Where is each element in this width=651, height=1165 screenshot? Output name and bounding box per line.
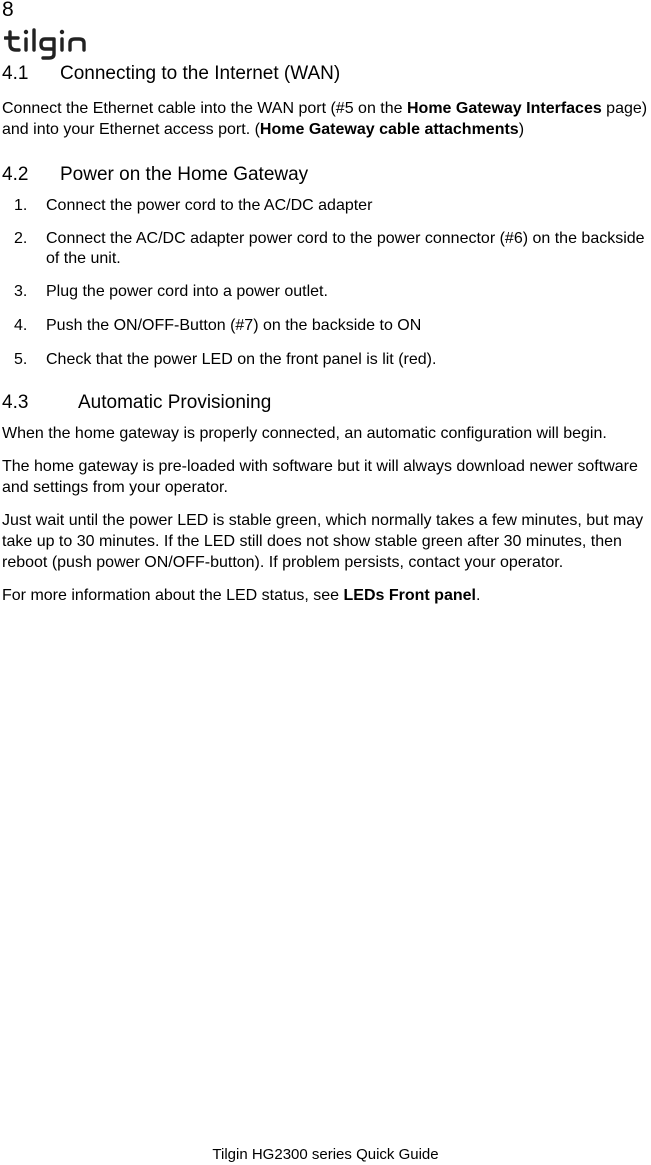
list-text: Connect the power cord to the AC/DC adapter xyxy=(46,197,373,214)
section-4-2-heading xyxy=(2,162,650,188)
list-item xyxy=(2,350,650,370)
tilgin-logo xyxy=(4,27,110,61)
list-item xyxy=(2,282,650,302)
section-number: 4.1 xyxy=(2,63,29,84)
list-text: Connect the AC/DC adapter power cord to the power connector (#6) on the backside of the unit. xyxy=(46,230,645,267)
list-item xyxy=(2,229,650,269)
section-4-3-paragraph-4 xyxy=(2,585,650,606)
list-number: 1. xyxy=(14,197,28,214)
section-4-3-heading xyxy=(2,390,650,416)
list-text: Push the ON/OFF-Button (#7) on the backside to ON xyxy=(46,317,422,334)
list-item xyxy=(2,196,650,216)
list-text: Plug the power cord into a power outlet. xyxy=(46,283,328,300)
section-number: 4.2 xyxy=(2,164,29,185)
section-4-1-paragraph xyxy=(2,98,650,140)
list-number: 2. xyxy=(14,230,28,247)
section-4-3-paragraph-3: Just wait until the power LED is stable green, which normally takes a few minutes, but may take up to 30 minutes. If the LED still does not show stable green after 30 minutes, then reboot (push power ON/OFF-button). If problem persists, contact your operator. xyxy=(2,512,644,571)
link-home-gateway-cable-attachments: Home Gateway cable attachments xyxy=(259,121,519,138)
link-home-gateway-interfaces: Home Gateway Interfaces xyxy=(406,100,602,117)
section-number: 4.3 xyxy=(2,392,29,413)
text-run: ) xyxy=(518,121,525,138)
power-on-steps xyxy=(2,196,650,370)
text-run: . xyxy=(475,587,481,604)
section-title: Connecting to the Internet (WAN) xyxy=(60,63,341,84)
section-4-3-paragraph-2: The home gateway is pre-loaded with software but it will always download newer software and settings from your operator. xyxy=(2,458,638,496)
list-number: 3. xyxy=(14,283,28,300)
section-title: Power on the Home Gateway xyxy=(60,164,309,185)
page-number: 8 xyxy=(2,0,14,21)
link-leds-front-panel: LEDs Front panel xyxy=(343,587,476,604)
list-number: 4. xyxy=(14,317,28,334)
list-number: 5. xyxy=(14,351,28,368)
section-4-1-heading xyxy=(2,61,650,87)
list-item xyxy=(2,316,650,336)
page-content xyxy=(2,60,650,606)
section-4-3-paragraph-1: When the home gateway is properly connected, an automatic configuration will begin. xyxy=(2,425,607,442)
text-run: For more information about the LED status, see xyxy=(2,587,344,604)
tilgin-logo-icon xyxy=(4,27,110,61)
list-text: Check that the power LED on the front panel is lit (red). xyxy=(46,351,437,368)
page-footer: Tilgin HG2300 series Quick Guide xyxy=(212,1146,439,1163)
text-run: Connect the Ethernet cable into the WAN port (#5 on the xyxy=(2,100,407,117)
text-run: page) and into your Ethernet access port. ( xyxy=(2,100,648,138)
section-title: Automatic Provisioning xyxy=(78,392,272,413)
